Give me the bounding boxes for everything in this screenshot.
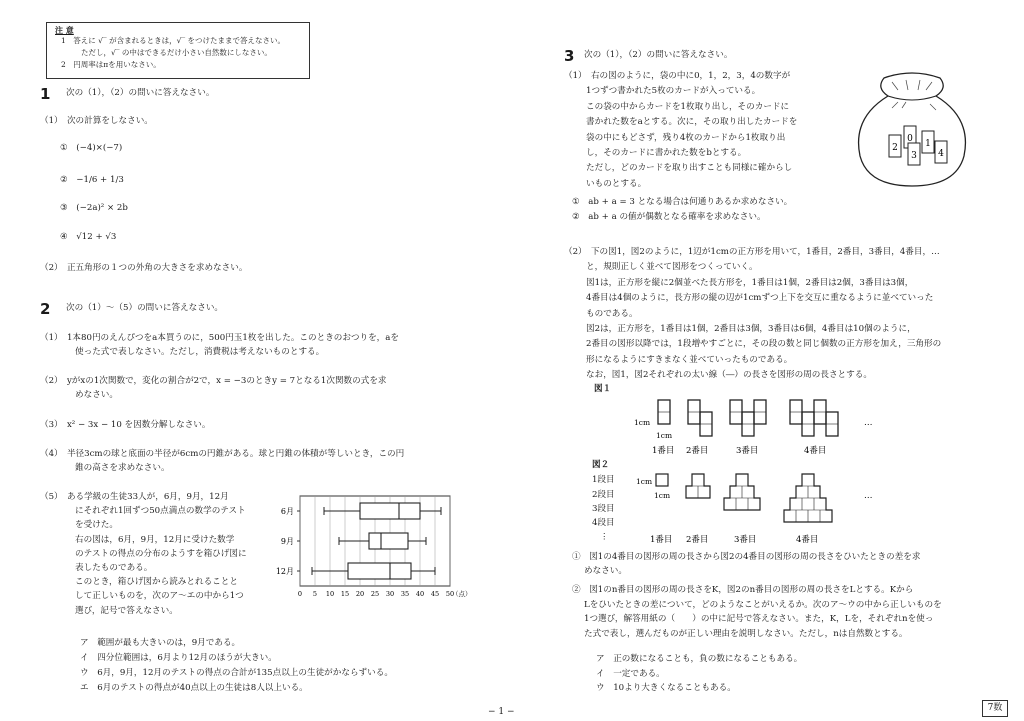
x-tick-label: 40 <box>415 590 425 598</box>
q2-p5-line: のテストの得点の分布のようすを箱ひげ図に <box>75 548 247 559</box>
fig2-label-3: 3番目 <box>734 535 757 545</box>
q2-p4b: 錐の高さを求めなさい。 <box>75 463 170 473</box>
q2-p5-line: このとき，箱ひげ図から読みとれることと <box>75 577 238 588</box>
fig1-dots: … <box>864 418 873 428</box>
q3-s2: ② ab + a の値が偶数となる確率を求めなさい。 <box>572 212 766 222</box>
q3-p2-line: なお，図1，図2それぞれの太い線（―）の長さを図形の周の長さとする。 <box>586 370 872 381</box>
q1-intro: 次の（1），（2）の問いに答えなさい。 <box>66 88 215 98</box>
q1-p1: （1） 次の計算をしなさい。 <box>40 116 153 126</box>
fig2-row-more: ⋮ <box>600 532 609 542</box>
x-tick-label: 25 <box>370 590 380 598</box>
q2-p1b: 使った式で表しなさい。ただし，消費税は考えないものとする。 <box>75 347 325 357</box>
q2-p5-line: 表したものである。 <box>75 563 153 573</box>
fig1-label-1: 1番目 <box>652 446 675 456</box>
x-tick-label: 30 <box>385 590 395 598</box>
notice-line3: 2 円周率はπを用いなさい。 <box>61 60 161 69</box>
q3-option-line: ウ 10より大きくなることもある。 <box>596 683 736 693</box>
q2-p1a: （1） 1本80円のえんぴつをa本買うのに，500円玉1枚を出した。このときのおつりを，aを <box>40 333 399 343</box>
q1-c3: ③ (−2a)² × 2b <box>60 203 128 213</box>
page-number: − 1 − <box>488 707 515 717</box>
box-12月 <box>348 563 411 579</box>
q3-s1: ① ab + a = 3 となる場合は何通りあるか求めなさい。 <box>572 197 793 207</box>
q1-p2: （2） 正五角形の１つの外角の大きさを求めなさい。 <box>40 263 248 273</box>
x-tick-label: 5 <box>312 590 318 598</box>
q2-p3: （3） x² − 3x − 10 を因数分解しなさい。 <box>40 420 211 430</box>
q3-p1-line: 書かれた数をaとする。次に，その取り出したカードを <box>586 117 798 128</box>
x-tick-label: 15 <box>340 590 350 598</box>
fig1-unit-label: 1cm <box>634 418 651 427</box>
fig2-row-4: 4段目 <box>592 518 615 528</box>
notice-title: 注 意 <box>55 25 74 35</box>
card-1: 1 <box>925 139 931 149</box>
card-2: 2 <box>892 143 898 153</box>
q3-p1-line: ただし，どのカードを取り出すことも同様に確からし <box>586 163 793 174</box>
q2-p5-line: 選び，記号で答えなさい。 <box>75 605 178 616</box>
notice-line1: 1 答えに √‾ が含まれるときは，√‾ をつけたままで答えなさい。 <box>61 36 285 45</box>
q3-p2-line: 形になるようにすきまなく並べていったものである。 <box>586 354 793 365</box>
fig1-diagram <box>620 394 890 456</box>
q3-s4-line: ② 図1のn番目の図形の周の長さをK，図2のn番目の図形の周の長さをLとする。Kから <box>572 585 914 595</box>
q3-s4-line: た式で表し，選んだものが正しい理由を説明しなさい。ただし，nは自然数とする。 <box>584 628 908 639</box>
notice-box <box>46 22 310 79</box>
fig2-unit-label: 1cm <box>636 477 653 486</box>
q2-intro: 次の（1）～（5）の問いに答えなさい。 <box>66 303 224 313</box>
q3-p1-line: いものとする。 <box>586 178 647 189</box>
q3-p1-line: この袋の中からカードを1枚取り出し，そのカードに <box>586 101 790 112</box>
q3-p2-line: ものである。 <box>586 308 638 319</box>
q3-p2-line: と，規則正しく並べて図形をつくっていく。 <box>586 262 758 273</box>
x-unit-label: （点） <box>452 590 472 598</box>
q2-p2a: （2） yがxの1次関数で，変化の割合が2で，x = −3のときy = 7となる1次関数の式を求 <box>40 376 387 386</box>
x-tick-label: 0 <box>297 590 303 598</box>
q3-s4-line: Lをひいたときの差について，どのようなことがいえるか。次のア～ウの中から正しいものを <box>584 599 942 610</box>
fig2-unit-label2: 1cm <box>654 491 671 500</box>
q3-p2-line: 4番目は4個のように，長方形の縦の辺が1cmずつ上下を交互に重なるように並べていった <box>586 293 934 304</box>
x-tick-label: 20 <box>355 590 365 598</box>
x-tick-label: 45 <box>430 590 440 598</box>
q1-number: 1 <box>40 85 51 103</box>
fig1-label-4: 4番目 <box>804 446 827 456</box>
q2-option-line: ウ 6月，9月，12月のテストの得点の合計が135点以上の生徒がかならずいる。 <box>80 668 393 678</box>
q2-number: 2 <box>40 300 51 318</box>
fig1-unit-label2: 1cm <box>656 431 673 440</box>
q2-p5-line: （5） ある学級の生徒33人が，6月，9月，12月 <box>40 492 229 502</box>
fig2-row-2: 2段目 <box>592 490 615 500</box>
q3-p2-line: 2番目の図形以降では，1段増やすごとに，その段の数と同じ個数の正方形を加え，三角形の <box>586 339 942 350</box>
q2-p5-line: して正しいものを，次のア～エの中から1つ <box>75 591 244 602</box>
fig2-row-1: 1段目 <box>592 475 615 485</box>
card-0: 0 <box>907 134 913 144</box>
fig2-label-4: 4番目 <box>796 535 819 545</box>
q2-p5-line: にそれぞれ1回ずつ50点満点の数学のテスト <box>75 506 246 517</box>
q3-option-line: ア 正の数になることも，負の数になることもある。 <box>596 654 803 664</box>
q3-p2-line: 図2は，正方形を，1番目は1個，2番目は3個，3番目は6個，4番目は10個のように， <box>586 324 916 334</box>
q3-p1-line: 袋の中にもどさず，残り4枚のカードから1枚取り出 <box>586 132 786 143</box>
fig2-row-3: 3段目 <box>592 504 615 514</box>
q1-c1: ① (−4)×(−7) <box>60 143 123 153</box>
card-4: 4 <box>938 149 944 159</box>
box-9月 <box>369 533 408 549</box>
q2-option-line: イ 四分位範囲は，6月より12月のほうが大きい。 <box>80 653 277 663</box>
q3-s3b: めなさい。 <box>584 566 627 576</box>
q3-option-line: イ 一定である。 <box>596 668 665 679</box>
category-label: 9月 <box>280 537 294 546</box>
fig2-title: 図２ <box>592 460 610 470</box>
q2-p2b: めなさい。 <box>75 390 118 400</box>
q1-c4: ④ √12 + √3 <box>60 232 117 242</box>
fig2-label-2: 2番目 <box>686 535 709 545</box>
category-label: 6月 <box>280 507 294 516</box>
q3-p1-line: し，そのカードに書かれた数をbとする。 <box>586 148 747 158</box>
card-3: 3 <box>911 151 917 161</box>
q3-s4-line: 1つ選び，解答用紙の（ ）の中に記号で答えなさい。また，K，Lを，それぞれnを使っ <box>584 614 934 624</box>
q3-p1-line: 1つずつ書かれた5枚のカードが入っている。 <box>586 86 761 97</box>
q2-p4a: （4） 半径3cmの球と底面の半径が6cmの円錐がある。球と円錐の体積が等しいとき，この円 <box>40 449 405 459</box>
q3-number: 3 <box>564 47 575 65</box>
box-6月 <box>360 503 420 519</box>
bag-illustration <box>852 68 972 188</box>
q2-p5-line: 右の図は，6月，9月，12月に受けた数学 <box>75 534 235 545</box>
q3-intro: 次の（1），（2）の問いに答えなさい。 <box>584 50 733 60</box>
fig2-dots: … <box>864 491 873 501</box>
x-tick-label: 10 <box>325 590 335 598</box>
fig1-label-3: 3番目 <box>736 446 759 456</box>
q3-p2-line: （2） 下の図1，図2のように，1辺が1cmの正方形を用いて，1番目，2番目，3番目，4番目，… <box>564 247 940 257</box>
q2-option-line: ア 範囲が最も大きいのは，9月である。 <box>80 638 241 648</box>
q3-p1-line: （1） 右の図のように，袋の中に0，1，2，3，4の数字が <box>564 71 791 81</box>
q3-p2-line: 図1は，正方形を縦に2個並べた長方形を，1番目は1個，2番目は2個，3番目は3個， <box>586 277 914 288</box>
boxplot-chart <box>264 492 472 604</box>
fig1-title: 図１ <box>594 384 612 394</box>
fig2-diagram <box>630 466 890 556</box>
q2-option-line: エ 6月のテストの得点が40点以上の生徒は8人以上いる。 <box>80 683 308 693</box>
notice-line2: ただし，√‾ の中はできるだけ小さい自然数にしなさい。 <box>81 48 272 57</box>
q3-s3a: ① 図1の4番目の図形の周の長さから図2の4番目の図形の周の長さをひいたときの差を求 <box>572 552 921 562</box>
fig2-label-1: 1番目 <box>650 535 673 545</box>
subject-tag: 7数 <box>982 700 1008 717</box>
x-tick-label: 50 <box>445 590 455 598</box>
q2-p5-line: を受けた。 <box>75 520 118 531</box>
category-label: 12月 <box>275 567 294 576</box>
fig1-label-2: 2番目 <box>686 446 709 456</box>
q1-c2: ② −1/6 + 1/3 <box>60 175 124 185</box>
x-tick-label: 35 <box>400 590 410 598</box>
